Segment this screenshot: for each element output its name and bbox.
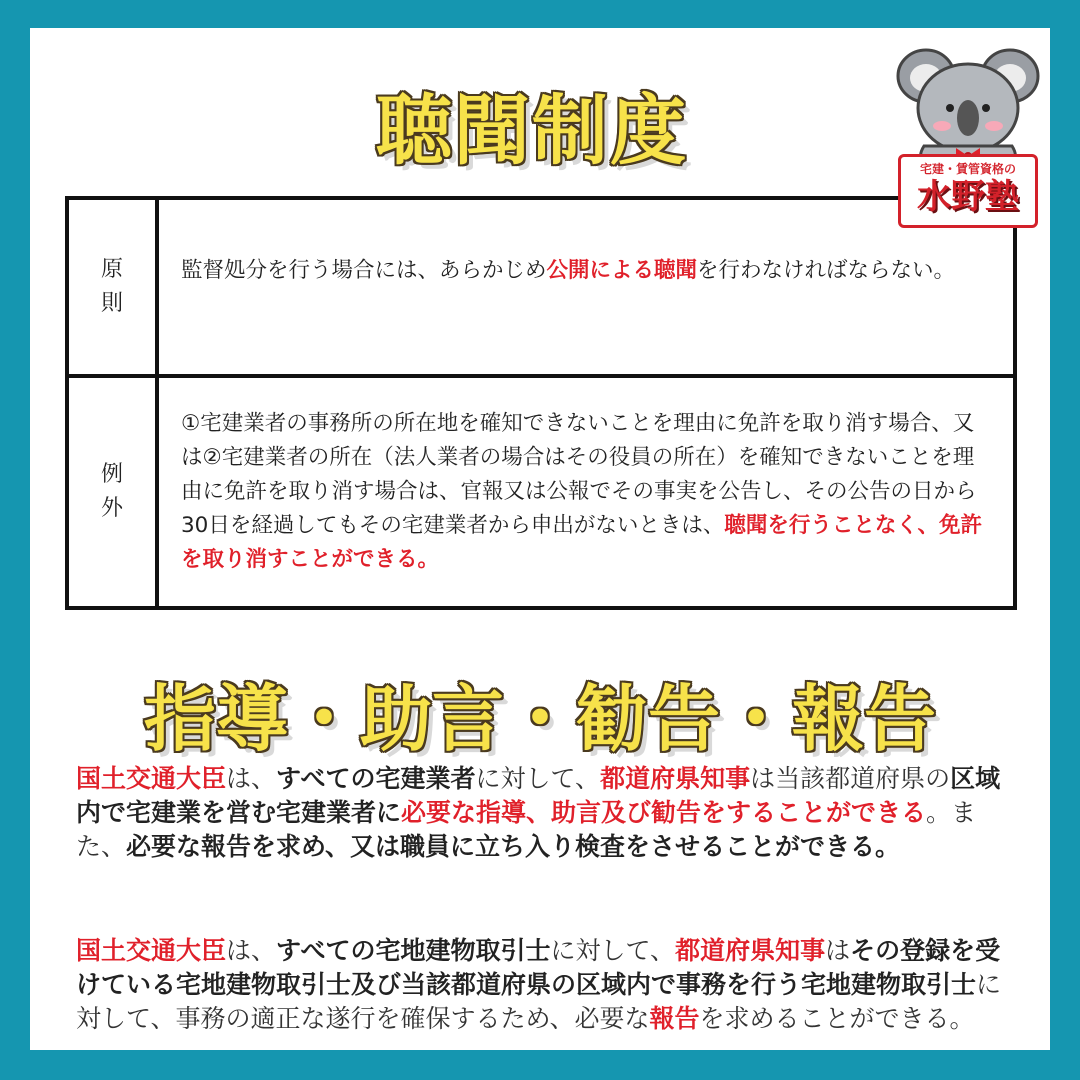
paragraph-guidance [76,762,1016,864]
row-label-exception [67,376,157,608]
text-span: 都道府県知事 [675,936,826,965]
principle-text [157,198,1015,376]
text-span: 報告 [649,1004,700,1033]
label-char: 例 [100,462,123,487]
label-char: 原 [100,257,123,282]
text-span: すべての宅建業者 [276,764,476,793]
text-span: は、 [226,936,277,965]
hearing-rules-table [65,196,1017,610]
text-span: は当該都道府県の [750,764,951,793]
text-span: に対して、 [475,764,601,793]
logo-name: 水野塾 [917,177,1019,217]
section-title-hearing: 聴聞制度 [376,86,688,175]
text-span: 監督処分を行う場合には、あらかじめ [181,258,547,283]
label-char: 則 [100,291,123,316]
row-label-principle [67,198,157,376]
highlight-public-hearing: 公開による聴聞 [546,258,698,283]
text-span: は [825,936,851,965]
paragraph-report [76,934,1016,1036]
content-card [30,28,1050,1050]
text-span: は、 [226,764,277,793]
exception-text [157,376,1015,608]
logo-subtitle: 宅建・賃管資格の [919,162,1016,176]
koala-mascot-icon [894,38,1044,168]
text-span: その登録を受けている宅地建物取引士及び当該都道府県の区域内で事務を行う宅地建物取引士 [76,936,1001,999]
text-span: 必要な報告を求め、又は職員に立ち入り検査をさせることができる。 [126,832,901,861]
text-span: 国土交通大臣 [76,764,227,793]
text-span: すべての宅地建物取引士 [276,936,551,965]
table-row-principle [67,198,1015,376]
text-span: 区域内で宅建業を営む宅建業者に [76,764,1001,827]
table-row-exception [67,376,1015,608]
text-span: ①宅建業者の事務所の所在地を確知できないことを理由に免許を取り消す場合、又は②宅建業者の所在（法人業者の場合はその役員の所在）を確知できないことを理由に免許を取り消す場合は、官報又は公報でその事実を公告し、その公告の日から30日を経過してもその宅建業者から申出がないときは、 [181,411,977,538]
section-title-guidance: 指導・助言・勧告・報告 [143,677,936,761]
text-span: を求めることができる。 [699,1004,975,1033]
text-span: 必要な指導、助言及び勧告をすることができる [401,798,927,827]
text-span: 都道府県知事 [600,764,751,793]
text-span: に対して、 [550,936,676,965]
text-span: に対して、事務の適正な遂行を確保するため、必要な [76,970,1002,1033]
text-span: 。また、 [76,798,977,861]
text-span: 国土交通大臣 [76,936,227,965]
highlight-revoke-without-hearing: 聴聞を行うことなく、免許を取り消すことができる。 [181,513,982,572]
koala-logo [894,38,1044,223]
text-span: を行わなければならない。 [697,258,956,283]
logo-badge [898,154,1038,228]
label-char: 外 [100,496,123,521]
